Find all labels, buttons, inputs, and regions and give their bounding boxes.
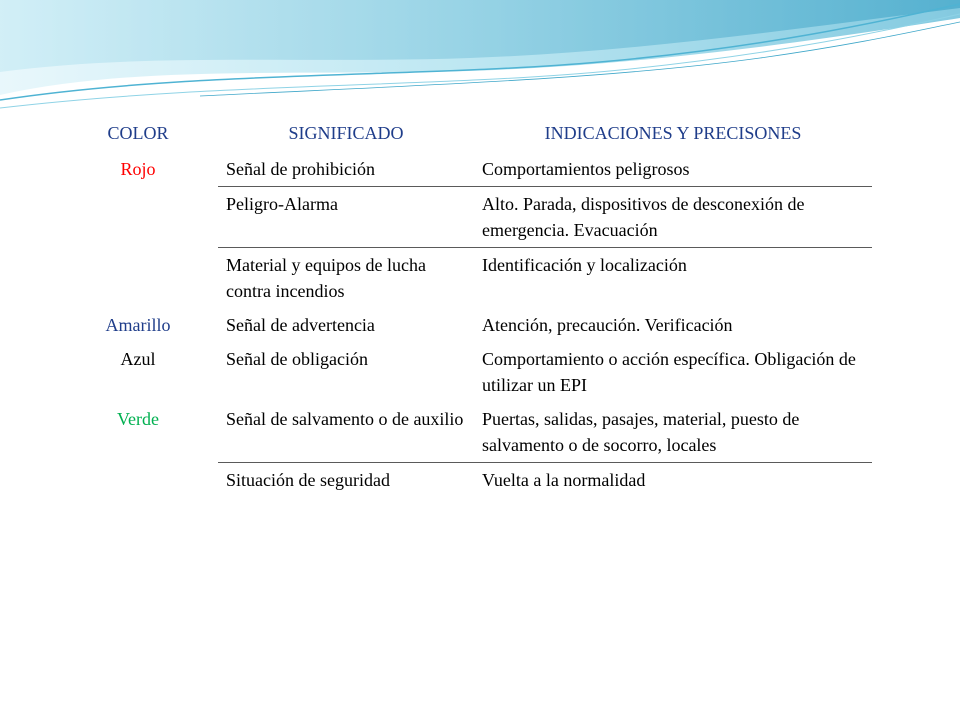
significado-cell: Señal de salvamento o de auxilio — [218, 402, 474, 463]
indicaciones-cell: Puertas, salidas, pasajes, material, puesto de salvamento o de socorro, locales — [474, 402, 872, 463]
indicaciones-cell: Comportamientos peligrosos — [474, 152, 872, 187]
header-indicaciones: INDICACIONES Y PRECISONES — [544, 123, 802, 143]
table-row — [58, 152, 872, 187]
header-significado: SIGNIFICADO — [288, 123, 404, 143]
table-header-row — [58, 114, 872, 152]
indicaciones-cell: Vuelta a la normalidad — [482, 470, 646, 490]
color-meaning-table — [58, 114, 872, 497]
header-wave-decoration — [0, 0, 960, 120]
indicaciones-cell: Identificación y localización — [482, 255, 687, 275]
table-row — [58, 308, 872, 342]
significado-cell: Señal de advertencia — [226, 315, 375, 335]
color-cell-verde: Verde — [117, 409, 159, 429]
color-cell-amarillo: Amarillo — [105, 315, 171, 335]
indicaciones-cell: Comportamiento o acción específica. Obligación de utilizar un EPI — [482, 349, 856, 395]
significado-cell: Peligro-Alarma — [218, 187, 474, 248]
indicaciones-cell: Alto. Parada, dispositivos de desconexión de emergencia. Evacuación — [474, 187, 872, 248]
color-cell-rojo: Rojo — [120, 159, 156, 179]
significado-cell: Señal de obligación — [226, 349, 368, 369]
significado-cell: Situación de seguridad — [226, 470, 390, 490]
significado-cell: Material y equipos de lucha contra incendios — [226, 255, 426, 301]
indicaciones-cell: Atención, precaución. Verificación — [482, 315, 733, 335]
table-row — [58, 342, 872, 402]
header-color: COLOR — [107, 123, 169, 143]
table-row — [58, 402, 872, 463]
significado-cell: Señal de prohibición — [218, 152, 474, 187]
color-cell-azul: Azul — [120, 349, 156, 369]
